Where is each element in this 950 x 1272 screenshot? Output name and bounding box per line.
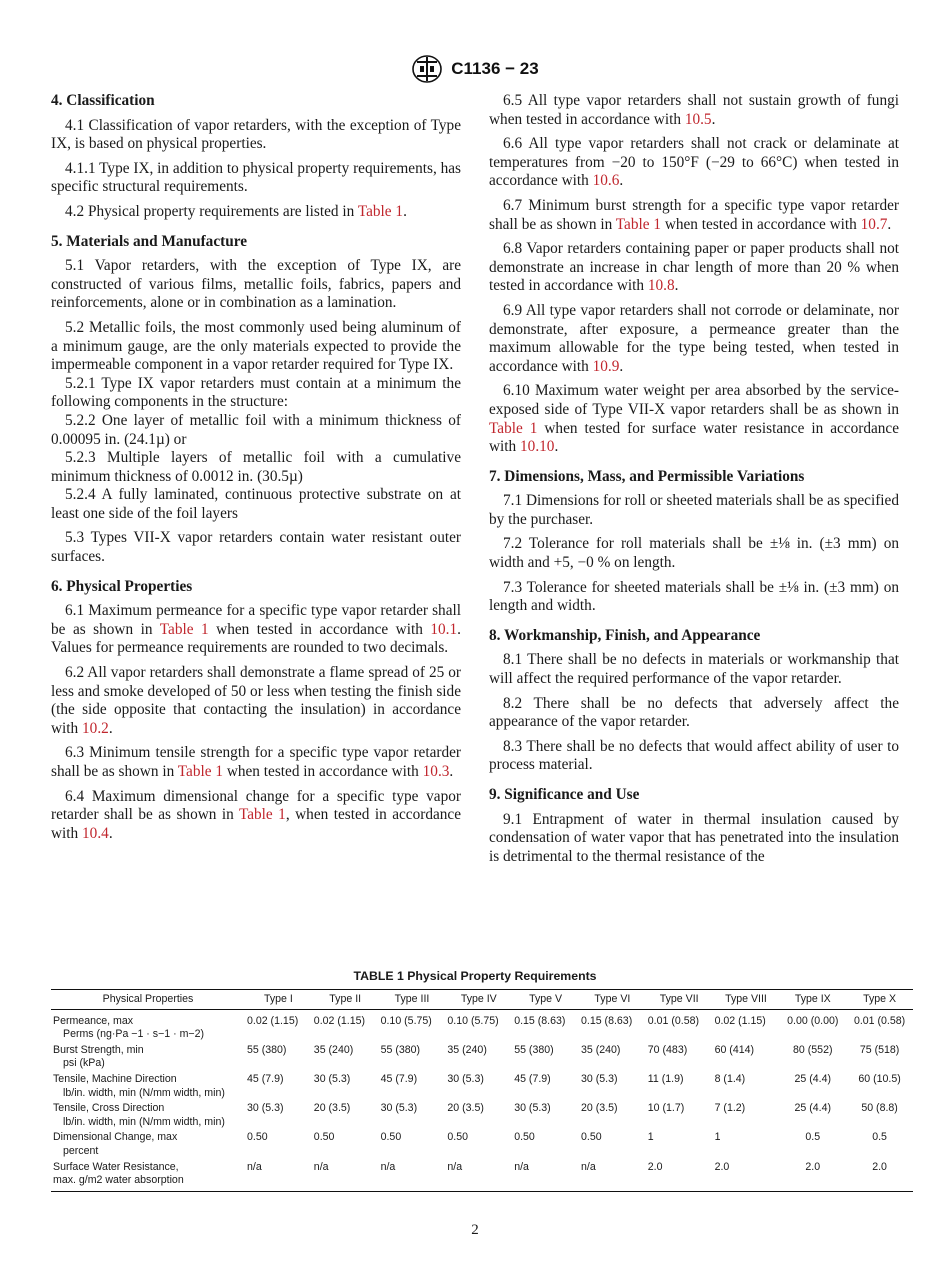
table-cell: n/a bbox=[245, 1160, 312, 1192]
text-run: 6.7 Minimum burst strength for a specific type vapor retarder shall be as shown in bbox=[489, 196, 899, 233]
table-cell: 80 (552) bbox=[793, 1043, 833, 1056]
row-label-primary: Dimensional Change, max bbox=[53, 1131, 178, 1144]
table-cell: 2.0 bbox=[846, 1160, 913, 1192]
text-run: 6.10 Maximum water weight per area absorbed by the service-exposed side of Type VII-X vapor retarders shall be as shown in bbox=[489, 382, 899, 418]
column-header: Type VI bbox=[579, 990, 646, 1010]
table-cell: n/a bbox=[512, 1160, 579, 1192]
text-run: 4.2 Physical property requirements are listed in bbox=[65, 202, 358, 220]
table-link[interactable]: Table 1 bbox=[615, 215, 661, 233]
table-cell: n/a bbox=[445, 1160, 512, 1192]
table-row bbox=[51, 1009, 913, 1043]
column-header: Type VII bbox=[646, 990, 713, 1010]
table-cell: 0.02 (1.15) bbox=[313, 1014, 366, 1027]
table-cell: 0.50 bbox=[447, 1131, 469, 1144]
table-cell: 2.0 bbox=[713, 1160, 780, 1192]
table-row bbox=[51, 1160, 913, 1192]
paragraph: 8.3 There shall be no defects that would affect ability of user to process material. bbox=[489, 737, 899, 774]
text-run: when tested in accordance with bbox=[661, 215, 861, 233]
table-cell: 8 (1.4) bbox=[714, 1072, 746, 1085]
table-cell: 0.02 (1.15) bbox=[247, 1014, 299, 1027]
text-run: 6.8 Vapor retarders containing paper or paper products shall not demonstrate an increase in char length of more than 20 % when tested in accordance with bbox=[489, 240, 899, 295]
text-run: 6.1 Maximum permeance for a specific type vapor retarder shall be as shown in bbox=[51, 602, 461, 638]
table-row bbox=[51, 1072, 913, 1101]
paragraph bbox=[489, 382, 899, 456]
text-run: . bbox=[619, 357, 624, 375]
table-cell: 55 (380) bbox=[247, 1043, 287, 1056]
section-link[interactable]: 10.10 bbox=[520, 438, 555, 456]
section-link[interactable]: 10.4 bbox=[82, 824, 109, 842]
table-cell: 35 (240) bbox=[313, 1043, 354, 1056]
paragraph: 5.2.3 Multiple layers of metallic foil with a cumulative minimum thickness of 0.0012 in. (30.5µ) bbox=[51, 449, 461, 485]
table-cell: 0.15 (8.63) bbox=[580, 1014, 633, 1027]
text-run: 6.3 Minimum tensile strength for a specific type vapor retarder shall be as shown in bbox=[51, 744, 461, 780]
table-cell: 7 (1.2) bbox=[714, 1102, 746, 1115]
table-cell: 20 (3.5) bbox=[580, 1102, 618, 1115]
column-header: Physical Properties bbox=[51, 990, 245, 1010]
physical-property-table bbox=[51, 989, 913, 1192]
text-run: 6.4 Maximum dimensional change for a specific type vapor retarder shall be as shown in bbox=[51, 787, 461, 824]
section-link[interactable]: 10.8 bbox=[647, 277, 675, 295]
paragraph bbox=[489, 135, 899, 191]
table-link[interactable]: Table 1 bbox=[238, 806, 286, 824]
table-cell: 0.00 (0.00) bbox=[787, 1014, 839, 1027]
paragraph bbox=[489, 302, 899, 376]
text-run: . bbox=[619, 172, 624, 190]
column-header: Type II bbox=[312, 990, 379, 1010]
text-run: . bbox=[887, 215, 892, 233]
table-cell: 25 (4.4) bbox=[794, 1102, 832, 1115]
table-cell: 0.01 (0.58) bbox=[647, 1014, 700, 1027]
text-run: 6.6 All type vapor retarders shall not crack or delaminate at temperatures from −20 to 150°F (−29 to 66°C) when tested in accordance with bbox=[489, 135, 899, 190]
table-cell: 30 (5.3) bbox=[514, 1102, 551, 1115]
table-cell: 30 (5.3) bbox=[313, 1072, 351, 1085]
row-label-secondary: psi (kPa) bbox=[63, 1057, 105, 1070]
table-cell: 0.01 (0.58) bbox=[853, 1014, 906, 1027]
table-cell: 25 (4.4) bbox=[794, 1072, 832, 1085]
table-cell: 0.50 bbox=[514, 1131, 535, 1144]
section-link[interactable]: 10.1 bbox=[430, 620, 458, 638]
row-label-secondary: lb/in. width, min (N/mm width, min) bbox=[63, 1086, 225, 1099]
text-run: 6.2 All vapor retarders shall demonstrate a flame spread of 25 or less and smoke developed of 50 or less when testing the finish side (the side opposite that contacting the insulation) in accordance with bbox=[51, 664, 461, 737]
row-label bbox=[51, 1072, 245, 1101]
row-label-secondary: percent bbox=[63, 1144, 99, 1157]
section-heading: 4. Classification bbox=[51, 92, 155, 109]
table-row bbox=[51, 1043, 913, 1072]
paragraph: 5.2 Metallic foils, the most commonly used being aluminum of a minimum gauge, are the only materials expected to provide the impermeable component in a vapor retarder required for Type IX. bbox=[51, 318, 461, 374]
table-cell: 35 (240) bbox=[447, 1043, 487, 1056]
column-header: Type V bbox=[512, 990, 579, 1010]
table-cell: 2.0 bbox=[646, 1160, 713, 1192]
table-cell: 75 (518) bbox=[859, 1043, 900, 1056]
row-label-secondary: Perms (ng·Pa −1 · s−1 · m−2) bbox=[63, 1028, 205, 1041]
table-cell: 0.10 (5.75) bbox=[447, 1014, 499, 1027]
row-label bbox=[51, 1130, 245, 1159]
table-cell: 0.5 bbox=[805, 1131, 821, 1144]
table-cell: n/a bbox=[379, 1160, 446, 1192]
table-cell: 1 bbox=[647, 1131, 654, 1144]
paragraph: 4.1.1 Type IX, in addition to physical property requirements, has specific structural requirements. bbox=[51, 159, 461, 196]
table-cell: n/a bbox=[312, 1160, 379, 1192]
section-heading: 9. Significance and Use bbox=[489, 786, 640, 803]
table-cell: 0.15 (8.63) bbox=[514, 1014, 566, 1027]
text-run: when tested in accordance with bbox=[223, 763, 423, 780]
row-label-primary: Tensile, Cross Direction bbox=[53, 1102, 165, 1115]
section-heading: 5. Materials and Manufacture bbox=[51, 232, 248, 250]
astm-logo-icon bbox=[411, 54, 443, 84]
text-run: 6.5 All type vapor retarders shall not sustain growth of fungi when tested in accordance with bbox=[489, 92, 899, 128]
paragraph: 5.2.4 A fully laminated, continuous protective substrate on at least one side of the foil layers bbox=[51, 486, 461, 522]
page-number: 2 bbox=[471, 1222, 479, 1238]
paragraph: 4.1 Classification of vapor retarders, with the exception of Type IX, is based on physical properties. bbox=[51, 116, 461, 153]
table-cell: 1 bbox=[714, 1131, 721, 1144]
paragraph: 9.1 Entrapment of water in thermal insulation caused by condensation of water vapor that has penetrated into the insulation is detrimental to the thermal resistance of the bbox=[489, 810, 899, 865]
row-label bbox=[51, 1160, 245, 1192]
paragraph bbox=[51, 788, 461, 844]
section-link[interactable]: 10.5 bbox=[684, 110, 712, 128]
table-cell: 45 (7.9) bbox=[247, 1072, 284, 1085]
table-cell: 60 (414) bbox=[714, 1043, 755, 1056]
paragraph: 5.1 Vapor retarders, with the exception of Type IX, are constructed of various films, metallic foils, fabrics, papers and reinforcements, alone or in combination as a lamination. bbox=[51, 257, 461, 312]
text-run: . bbox=[108, 824, 113, 842]
text-run: . Values for permeance requirements are rounded to two decimals. bbox=[51, 620, 461, 657]
row-label-primary: Tensile, Machine Direction bbox=[53, 1072, 177, 1085]
table-body bbox=[51, 1009, 913, 1191]
astm-logo bbox=[411, 54, 443, 84]
paragraph: 7.2 Tolerance for roll materials shall be ±⅛ in. (±3 mm) on width and +5, −0 % on length. bbox=[489, 535, 899, 572]
table-cell: 0.10 (5.75) bbox=[380, 1014, 432, 1027]
table-cell: 0.02 (1.15) bbox=[714, 1014, 766, 1027]
row-label-primary: Surface Water Resistance, bbox=[53, 1160, 179, 1173]
text-run: , when tested in accordance with bbox=[51, 806, 462, 842]
section-heading: 8. Workmanship, Finish, and Appearance bbox=[489, 626, 761, 644]
section-heading: 6. Physical Properties bbox=[51, 577, 193, 595]
table-row bbox=[51, 1101, 913, 1130]
table-cell: 0.50 bbox=[580, 1131, 602, 1144]
document-code: C1136 − 23 bbox=[451, 59, 539, 78]
table-cell: 30 (5.3) bbox=[247, 1102, 284, 1115]
row-label bbox=[51, 1009, 245, 1043]
table-caption: TABLE 1 Physical Property Requirements bbox=[353, 969, 597, 983]
paragraph: 7.1 Dimensions for roll or sheeted materials shall be as specified by the purchaser. bbox=[489, 492, 899, 528]
table-cell: 0.50 bbox=[313, 1131, 335, 1144]
table-cell: 0.50 bbox=[247, 1131, 268, 1144]
paragraph bbox=[51, 664, 461, 738]
table-link[interactable]: Table 1 bbox=[177, 763, 223, 780]
row-label-primary: Permeance, max bbox=[53, 1014, 134, 1027]
paragraph bbox=[489, 240, 899, 296]
column-header: Type X bbox=[846, 990, 913, 1010]
table-link[interactable]: Table 1 bbox=[159, 620, 209, 638]
paragraph: 5.2.1 Type IX vapor retarders must contain at a minimum the following components in the structure: bbox=[51, 374, 461, 411]
section-link[interactable]: 10.2 bbox=[82, 719, 109, 737]
table-cell: 30 (5.3) bbox=[580, 1072, 618, 1085]
right-column bbox=[489, 92, 899, 872]
table-cell: 0.5 bbox=[872, 1131, 887, 1144]
table-cell: 45 (7.9) bbox=[380, 1072, 418, 1085]
text-run: . bbox=[554, 438, 559, 456]
table-cell: 2.0 bbox=[779, 1160, 846, 1192]
section-link[interactable]: 10.7 bbox=[860, 215, 888, 233]
table-link[interactable]: Table 1 bbox=[357, 202, 404, 220]
table-cell: 55 (380) bbox=[514, 1043, 554, 1056]
paragraph: 8.1 There shall be no defects in materials or workmanship that will affect the required performance of the vapor retarder. bbox=[489, 651, 899, 688]
table-cell: 35 (240) bbox=[580, 1043, 621, 1056]
text-run: when tested in accordance with bbox=[208, 620, 431, 638]
paragraph bbox=[489, 197, 899, 234]
text-run: when tested for surface water resistance in accordance with bbox=[489, 419, 899, 456]
paragraph bbox=[489, 92, 899, 129]
table-cell: n/a bbox=[579, 1160, 646, 1192]
paragraph bbox=[51, 602, 461, 658]
table-cell: 55 (380) bbox=[380, 1043, 421, 1056]
text-run: 6.9 All type vapor retarders shall not corrode or delaminate, nor demonstrate, after exposure, a permeance greater than the maximum allowable for the type being tested, when tested in accordance with bbox=[489, 301, 899, 375]
table-cell: 10 (1.7) bbox=[647, 1102, 685, 1115]
table-cell: 70 (483) bbox=[647, 1043, 688, 1056]
text-run: . bbox=[711, 110, 716, 128]
table-cell: 30 (5.3) bbox=[447, 1072, 484, 1085]
row-label-secondary: lb/in. width, min (N/mm width, min) bbox=[63, 1115, 225, 1128]
text-run: . bbox=[403, 202, 407, 220]
table-cell: 45 (7.9) bbox=[514, 1072, 551, 1085]
paragraph bbox=[51, 744, 461, 781]
page-header bbox=[0, 54, 950, 84]
section-link[interactable]: 10.3 bbox=[422, 763, 450, 780]
paragraph bbox=[51, 203, 461, 222]
table-cell: 30 (5.3) bbox=[380, 1102, 418, 1115]
table-cell: 20 (3.5) bbox=[447, 1102, 484, 1115]
table-cell: 60 (10.5) bbox=[858, 1072, 901, 1085]
table-row bbox=[51, 1130, 913, 1159]
paragraph: 5.3 Types VII-X vapor retarders contain water resistant outer surfaces. bbox=[51, 529, 461, 566]
section-link[interactable]: 10.6 bbox=[592, 172, 620, 190]
row-label bbox=[51, 1043, 245, 1072]
text-run: . bbox=[108, 719, 113, 737]
left-column bbox=[51, 92, 461, 849]
row-label-primary: Burst Strength, min bbox=[53, 1043, 144, 1056]
section-link[interactable]: 10.9 bbox=[592, 357, 620, 375]
row-label bbox=[51, 1101, 245, 1130]
table-cell: 20 (3.5) bbox=[313, 1102, 351, 1115]
column-header: Type III bbox=[379, 990, 446, 1010]
column-header: Type I bbox=[245, 990, 312, 1010]
paragraph: 7.3 Tolerance for sheeted materials shall be ±⅛ in. (±3 mm) on length and width. bbox=[489, 578, 899, 615]
row-label-secondary: max. g/m2 water absorption bbox=[53, 1174, 184, 1187]
paragraph: 8.2 There shall be no defects that adversely affect the appearance of the vapor retarder. bbox=[489, 694, 899, 731]
column-header: Type IV bbox=[445, 990, 512, 1010]
table-cell: 11 (1.9) bbox=[647, 1072, 684, 1085]
paragraph: 5.2.2 One layer of metallic foil with a minimum thickness of 0.00095 in. (24.1µ) or bbox=[51, 411, 461, 448]
text-run: . bbox=[449, 763, 454, 780]
table-cell: 50 (8.8) bbox=[861, 1102, 898, 1115]
text-run: . bbox=[674, 277, 679, 295]
section-heading: 7. Dimensions, Mass, and Permissible Variations bbox=[489, 467, 805, 485]
table-link[interactable]: Table 1 bbox=[489, 419, 538, 437]
column-header: Type VIII bbox=[713, 990, 780, 1010]
table-cell: 0.50 bbox=[380, 1131, 402, 1144]
column-header: Type IX bbox=[779, 990, 846, 1010]
table-header-row bbox=[51, 990, 913, 1010]
